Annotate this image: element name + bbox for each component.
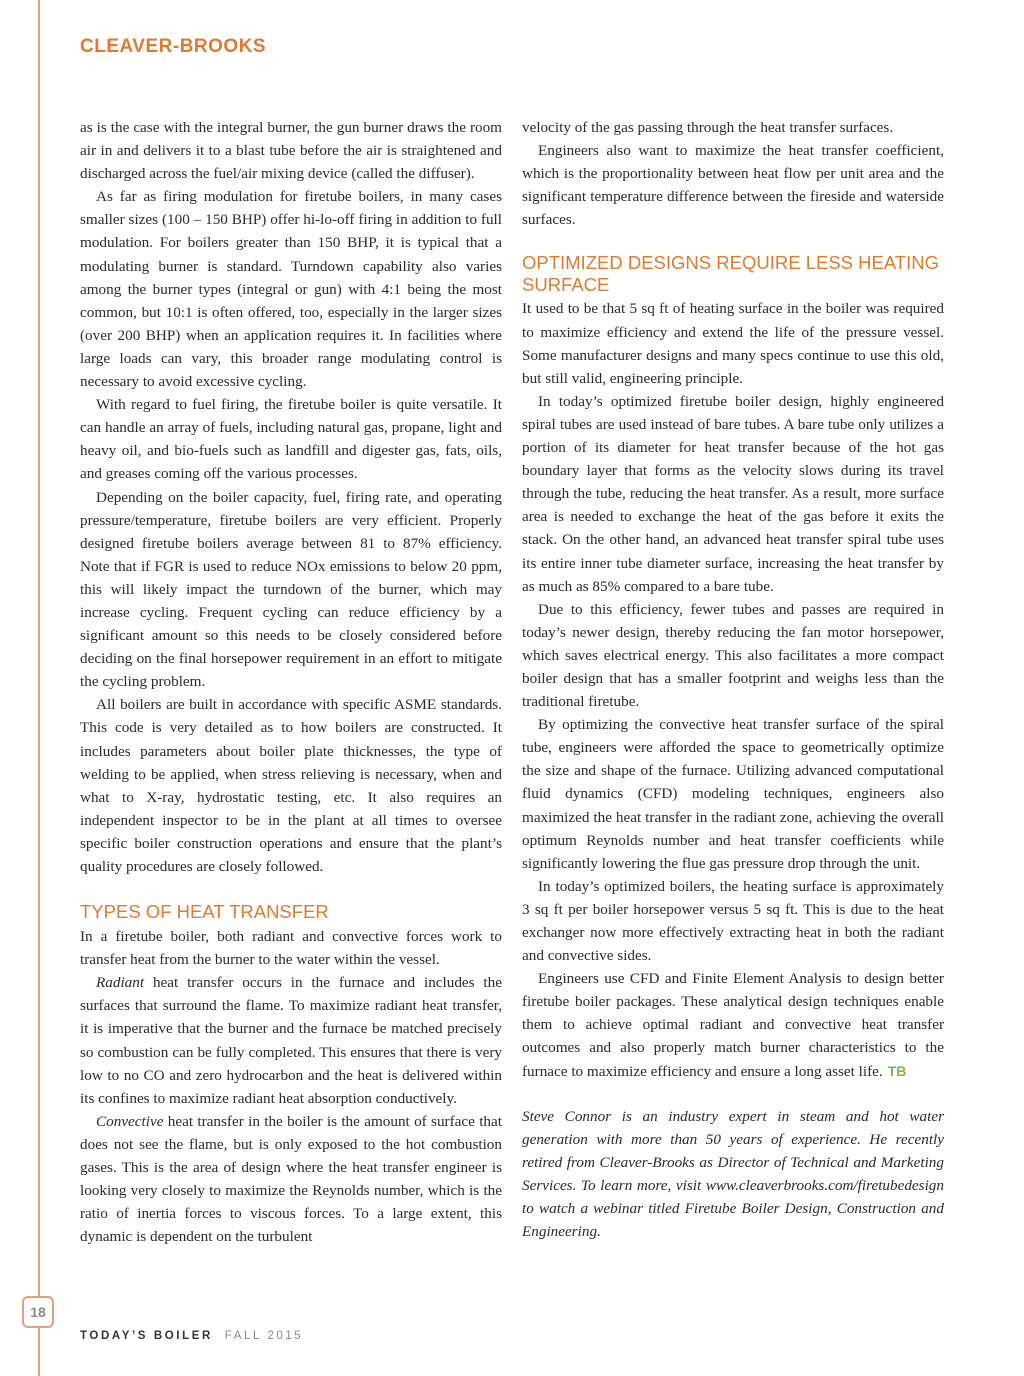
paragraph: In a firetube boiler, both radiant and convective forces work to transfer heat from the burner to the water within the vessel.	[80, 928, 502, 969]
paragraph-text: Engineers use CFD and Finite Element Analysis to design better firetube boiler packages. These analytical design techniques enable them to achieve optimal radiant and convective heat transfer outcomes and also properly match burner characteristics to the furnace to maximize efficiency and ensure a long asset life.	[522, 970, 944, 1080]
term-radiant: Radiant	[96, 974, 145, 992]
paragraph-text: heat transfer in the boiler is the amount of surface that does not see the flame, but is only exposed to the hot combustion gases. This is the area of design where the heat transfer engineer is looking very closely to maximize the Reynolds number, which is the ratio of inertia forces to viscous forces. To a large extent, this dynamic is dependent on the turbulent	[80, 1112, 502, 1246]
paragraph: By optimizing the convective heat transfer surface of the spiral tube, engineers were afforded the space to geometrically optimize the size and shape of the furnace. Utilizing advanced computational fluid dynamics (CFD) modeling techniques, engineers also maximized the heat transfer in the radiant zone, achieving the overall optimum Reynolds number and heat transfer coefficients while significantly lowering the flue gas pressure drop through the unit.	[522, 716, 944, 872]
paragraph: With regard to fuel firing, the firetube boiler is quite versatile. It can handle an array of fuels, including natural gas, propane, light and heavy oil, and bio-fuels such as landfill and digester gas, fats, oils, and greases coming off the various processes.	[80, 396, 502, 483]
paragraph-text: heat transfer occurs in the furnace and includes the surfaces that surround the flame. To maximize radiant heat transfer, it is imperative that the burner and the furnace be matched precisely so combustion can be fully completed. This ensures that there is very low to no CO and zero hydrocarbon and the heat is delivered within its confines to maximize radiant heat absorption conductively.	[80, 974, 502, 1107]
paragraph-radiant	[80, 971, 502, 1110]
author-bio: Steve Connor is an industry expert in steam and hot water generation with more than 50 years of experience. He recently retired from Cleaver-Brooks as Director of Technical and Marketing Services. To learn more, visit www.cleaverbrooks.com/firetubedesign to watch a webinar titled Firetube Boiler Design, Construction and Engineering.	[522, 1107, 944, 1241]
paragraph: Engineers also want to maximize the heat transfer coefficient, which is the proportionality between heat flow per unit area and the significant temperature difference between the fireside and waterside surfaces.	[522, 142, 944, 229]
paragraph: as is the case with the integral burner, the gun burner draws the room air in and delivers it to a blast tube before the air is straightened and discharged across the fuel/air mixing device (called the diffuser).	[80, 119, 502, 183]
paragraph: Due to this efficiency, fewer tubes and passes are required in today’s newer design, thereby reducing the fan motor horsepower, which saves electrical energy. This also facilitates a more compact boiler design that has a smaller footprint and weighs less than the traditional firetube.	[522, 600, 944, 711]
paragraph: It used to be that 5 sq ft of heating surface in the boiler was required to maximize efficiency and extend the life of the pressure vessel. Some manufacturer designs and many specs continue to use this old, but still valid, engineering principle.	[522, 300, 944, 387]
margin-rule-bottom	[38, 1328, 40, 1376]
right-column	[522, 116, 944, 1243]
paragraph: As far as firing modulation for firetube boilers, in many cases smaller sizes (100 – 150 BHP) offer hi-lo-off firing in addition to full modulation. For boilers greater than 150 BHP, it is typical that a modulating burner is standard. Turndown capability also varies among the burner types (integral or gun) with 4:1 being the most common, but 10:1 is often offered, too, especially in the larger sizes (over 200 BHP) when an application requires it. In facilities where large loads can vary, this broader range modulating control is necessary to avoid excessive cycling.	[80, 188, 502, 391]
end-mark: TB	[887, 1062, 907, 1079]
margin-rule-top	[38, 0, 40, 1296]
paragraph-convective	[80, 1110, 502, 1249]
publication-name: TODAY’S BOILER	[80, 1330, 213, 1342]
term-convective: Convective	[96, 1112, 164, 1130]
paragraph: In today’s optimized boilers, the heating surface is approximately 3 sq ft per boiler horsepower versus 5 sq ft. This is due to the heat exchanger now more effectively extracting heat in both the radiant and convective sides.	[522, 877, 944, 965]
footer	[80, 1330, 303, 1342]
paragraph: In today’s optimized firetube boiler design, highly engineered spiral tubes are used instead of bare tubes. A bare tube only utilizes a portion of its diameter for heat transfer because of the hot gas boundary layer that forms as the velocity slows during its travel through the tube, reducing the heat transfer. As a result, more surface area is needed to exchange the heat of the gas before it exits the stack. On the other hand, an advanced heat transfer spiral tube uses its entire inner tube diameter surface, increasing the heat transfer by as much as 85% compared to a bare tube.	[522, 392, 944, 595]
section-heading-heat-transfer: TYPES OF HEAT TRANSFER	[80, 901, 329, 923]
left-column	[80, 116, 502, 1248]
issue-date: FALL 2015	[224, 1330, 304, 1342]
brand-header: CLEAVER-BROOKS	[80, 36, 267, 57]
section-heading-optimized-designs: OPTIMIZED DESIGNS REQUIRE LESS HEATING SURFACE	[522, 252, 939, 296]
page-number: 18	[22, 1296, 54, 1328]
paragraph-final	[522, 967, 944, 1082]
paragraph: All boilers are built in accordance with specific ASME standards. This code is very detailed as to how boilers are constructed. It includes parameters about boiler plate thicknesses, the type of welding to be applied, when stress relieving is necessary, when and what to X-ray, hydrostatic testing, etc. It also requires an independent inspector to be in the plant at all times to oversee specific boiler construction operations and ensure that the plant’s quality procedures are closely followed.	[80, 696, 502, 875]
paragraph: velocity of the gas passing through the heat transfer surfaces.	[522, 119, 894, 136]
paragraph: Depending on the boiler capacity, fuel, firing rate, and operating pressure/temperature, firetube boilers are very efficient. Properly designed firetube boilers average between 81 to 87% efficiency. Note that if FGR is used to reduce NOx emissions to below 20 ppm, this will likely impact the turndown of the burner, which may increase cycling. Frequent cycling can reduce efficiency by a significant amount so this needs to be closely considered before deciding on the final horsepower requirement in an effort to mitigate the cycling problem.	[80, 488, 502, 691]
